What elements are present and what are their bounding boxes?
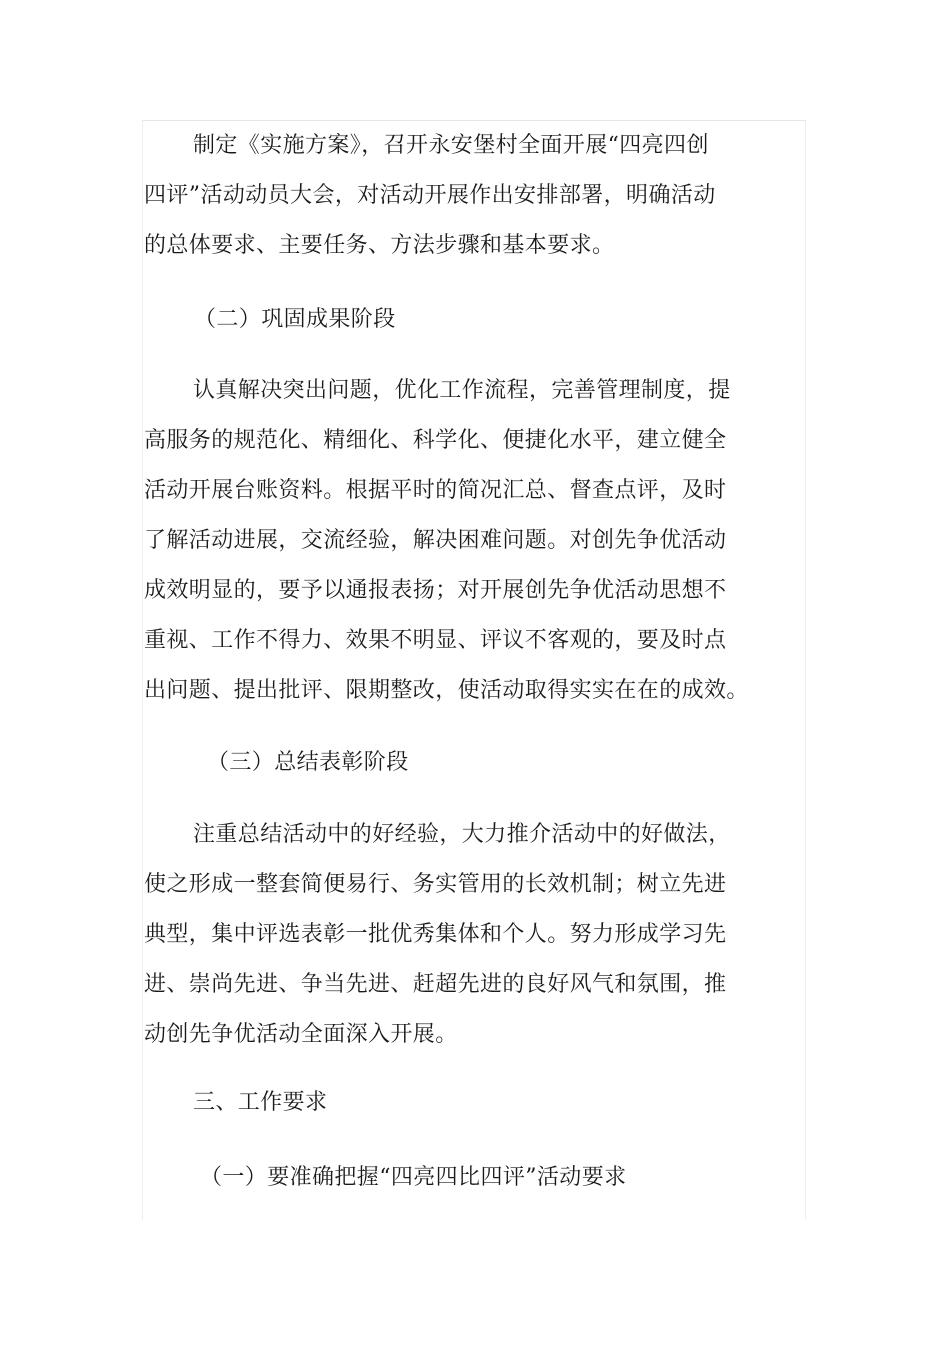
paragraph-line: 活动开展台账资料。根据平时的简况汇总、督查点评，及时	[144, 478, 727, 503]
paragraph-line: 了解活动进展，交流经验，解决困难问题。对创先争优活动	[144, 528, 727, 553]
section-heading: （二）巩固成果阶段	[194, 307, 396, 332]
paragraph-line: 典型，集中评选表彰一批优秀集体和个人。努力形成学习先	[144, 922, 727, 947]
paragraph-line: 认真解决突出问题，优化工作流程，完善管理制度，提	[193, 378, 731, 403]
paragraph-line: 高服务的规范化、精细化、科学化、便捷化水平，建立健全	[144, 428, 727, 453]
paragraph-line: 制定《实施方案》，召开永安堡村全面开展“四亮四创	[193, 133, 709, 158]
paragraph-line: 重视、工作不得力、效果不明显、评议不客观的，要及时点	[144, 628, 727, 653]
page-frame	[142, 120, 806, 1220]
paragraph-line: 进、崇尚先进、争当先进、赶超先进的良好风气和氛围，推	[144, 972, 727, 997]
paragraph-line: 四评”活动动员大会，对活动开展作出安排部署，明确活动	[144, 183, 716, 208]
paragraph-line: 成效明显的，要予以通报表扬；对开展创先争优活动思想不	[144, 578, 727, 603]
section-heading: （一）要准确把握“四亮四比四评”活动要求	[200, 1165, 627, 1190]
paragraph-line: 使之形成一整套简便易行、务实管用的长效机制；树立先进	[144, 872, 727, 897]
paragraph-line: 注重总结活动中的好经验，大力推介活动中的好做法，	[193, 822, 731, 847]
paragraph-line: 出问题、提出批评、限期整改，使活动取得实实在在的成效。	[144, 678, 749, 703]
paragraph-line: 动创先争优活动全面深入开展。	[144, 1022, 458, 1047]
paragraph-line: 的总体要求、主要任务、方法步骤和基本要求。	[144, 233, 615, 258]
section-heading: （三）总结表彰阶段	[207, 750, 409, 775]
chapter-heading: 三、工作要求	[193, 1090, 328, 1115]
